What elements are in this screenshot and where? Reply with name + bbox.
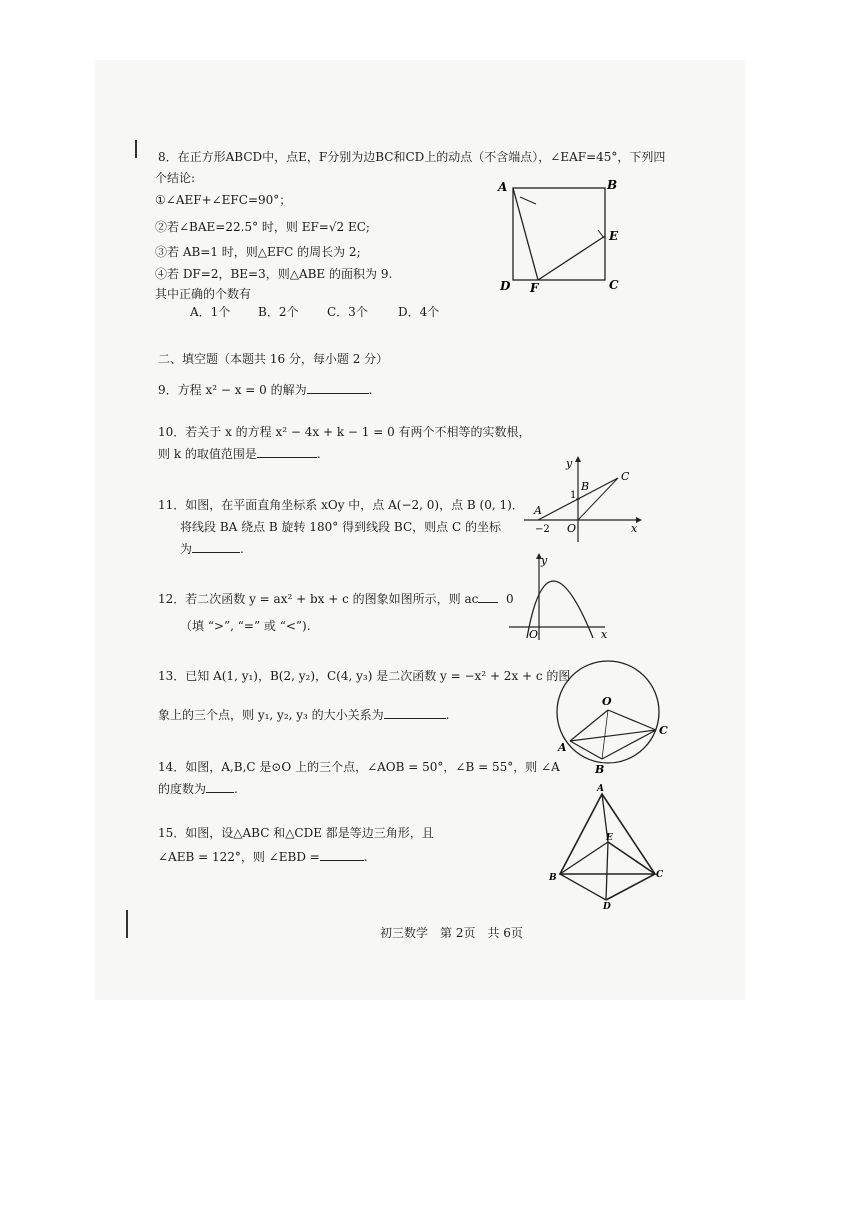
q10-text: 则 k 的取值范围是 [158, 447, 257, 461]
q9 [158, 382, 372, 397]
q15-label-e: E [606, 833, 613, 843]
q15-end: . [363, 850, 368, 864]
q10-line2 [158, 446, 321, 461]
q14-answer-blank [206, 781, 234, 793]
q15-line2 [158, 849, 368, 864]
q11-label-o: O [567, 522, 577, 535]
q11-line3 [180, 541, 244, 556]
q12-label-y: y [541, 554, 548, 567]
q13-line2 [158, 707, 450, 722]
q8-stem-line2: 个结论: [155, 171, 196, 185]
q8-option-c: C．3个 [327, 305, 368, 319]
q14-line1: 14．如图，A,B,C 是⊙O 上的三个点，∠AOB = 50°，∠B = 55°，则 ∠A [158, 760, 560, 774]
section-2-heading: 二、填空题（本题共 16 分，每小题 2 分） [158, 352, 389, 366]
q8-option-b: B．2个 [258, 305, 299, 319]
q12-end: 0 [505, 592, 514, 606]
q8-label-b: B [607, 178, 618, 192]
q12-text: 12．若二次函数 y = ax² + bx + c 的图象如图所示，则 ac [158, 592, 479, 606]
q14-line2 [158, 781, 238, 796]
q14-end: . [234, 782, 238, 796]
q14-label-c: C [659, 724, 668, 737]
q15-label-d: D [603, 902, 611, 910]
q8-label-a: A [498, 180, 508, 194]
q9-end: . [368, 383, 373, 397]
q11-end: . [240, 542, 244, 556]
q11-line1: 11．如图，在平面直角坐标系 xOy 中，点 A(−2, 0)，点 B (0, 1)． [158, 498, 524, 512]
q11-label-c: C [621, 470, 630, 483]
q11-label-neg2: −2 [535, 524, 550, 535]
q15-label-c: C [656, 870, 664, 880]
q11-label-y: y [566, 457, 573, 470]
page-footer: 初三数学 第 2页 共 6页 [380, 926, 523, 940]
q10-line1: 10．若关于 x 的方程 x² − 4x + k − 1 = 0 有两个不相等的实数根， [158, 425, 531, 439]
q13-line1: 13．已知 A(1, y₁)，B(2, y₂)，C(4, y₃) 是二次函数 y = −x² + 2x + c 的图 [158, 669, 571, 683]
q8-label-d: D [500, 279, 511, 293]
q15-text: ∠AEB = 122°，则 ∠EBD = [158, 850, 320, 864]
q13-end: . [445, 708, 450, 722]
q14-label-o: O [602, 695, 612, 708]
q11-coordinate-figure [518, 450, 648, 545]
q9-text: 9．方程 x² − x = 0 的解为 [158, 383, 307, 397]
binding-line-top [135, 140, 137, 158]
q9-answer-blank [307, 382, 369, 394]
q10-answer-blank [257, 446, 317, 458]
q8-label-f: F [530, 281, 539, 295]
q12-label-x: x [601, 628, 608, 641]
q8-conclusion-1: ①∠AEF+∠EFC=90°； [155, 193, 292, 207]
q11-line2: 将线段 BA 绕点 B 旋转 180° 得到线段 BC，则点 C 的坐标 [180, 520, 501, 534]
q11-answer-blank [192, 541, 240, 553]
q8-question: 其中正确的个数有 [155, 287, 252, 301]
q12-answer-blank [478, 591, 498, 603]
q8-conclusion-4: ④若 DF=2，BE=3，则△ABE 的面积为 9. [155, 267, 393, 281]
q8-option-a: A．1个 [190, 305, 231, 319]
q15-label-b: B [549, 873, 557, 883]
q14-label-b: B [595, 763, 605, 775]
q12-label-o: O [529, 628, 539, 641]
q14-text: 的度数为 [158, 782, 207, 796]
q14-label-a: A [558, 741, 567, 754]
q8-label-e: E [609, 229, 619, 243]
q13-text: 象上的三个点，则 y₁, y₂, y₃ 的大小关系为 [158, 708, 384, 722]
q8-option-d: D．4个 [398, 305, 440, 319]
q13-answer-blank [384, 707, 446, 719]
q8-square-figure [490, 172, 630, 297]
q15-line1: 15．如图，设△ABC 和△CDE 都是等边三角形，且 [158, 826, 434, 840]
q12-parabola-figure [505, 552, 615, 642]
q15-label-a: A [597, 784, 604, 794]
q15-triangles-figure [545, 782, 670, 910]
binding-line-bottom [126, 910, 128, 938]
q8-conclusion-2: ②若∠BAE=22.5° 时，则 EF=√2 EC; [155, 220, 370, 234]
q11-text: 为 [180, 542, 193, 556]
q14-circle-figure [548, 655, 676, 775]
q12-line1 [158, 591, 514, 606]
q10-end: . [316, 447, 321, 461]
q8-label-c: C [609, 278, 619, 292]
q15-answer-blank [320, 849, 364, 861]
q11-label-one: 1 [570, 490, 577, 501]
q12-line2: （填 “>”, “=” 或 “<”). [180, 619, 311, 633]
q11-label-x: x [631, 522, 638, 535]
q8-stem-line1: 8．在正方形ABCD中，点E，F分别为边BC和CD上的动点（不含端点），∠EAF=45°，下列四 [158, 150, 666, 164]
q11-label-b: B [581, 480, 590, 493]
q11-label-a: A [534, 504, 542, 517]
q8-conclusion-3: ③若 AB=1 时，则△EFC 的周长为 2; [155, 245, 361, 259]
